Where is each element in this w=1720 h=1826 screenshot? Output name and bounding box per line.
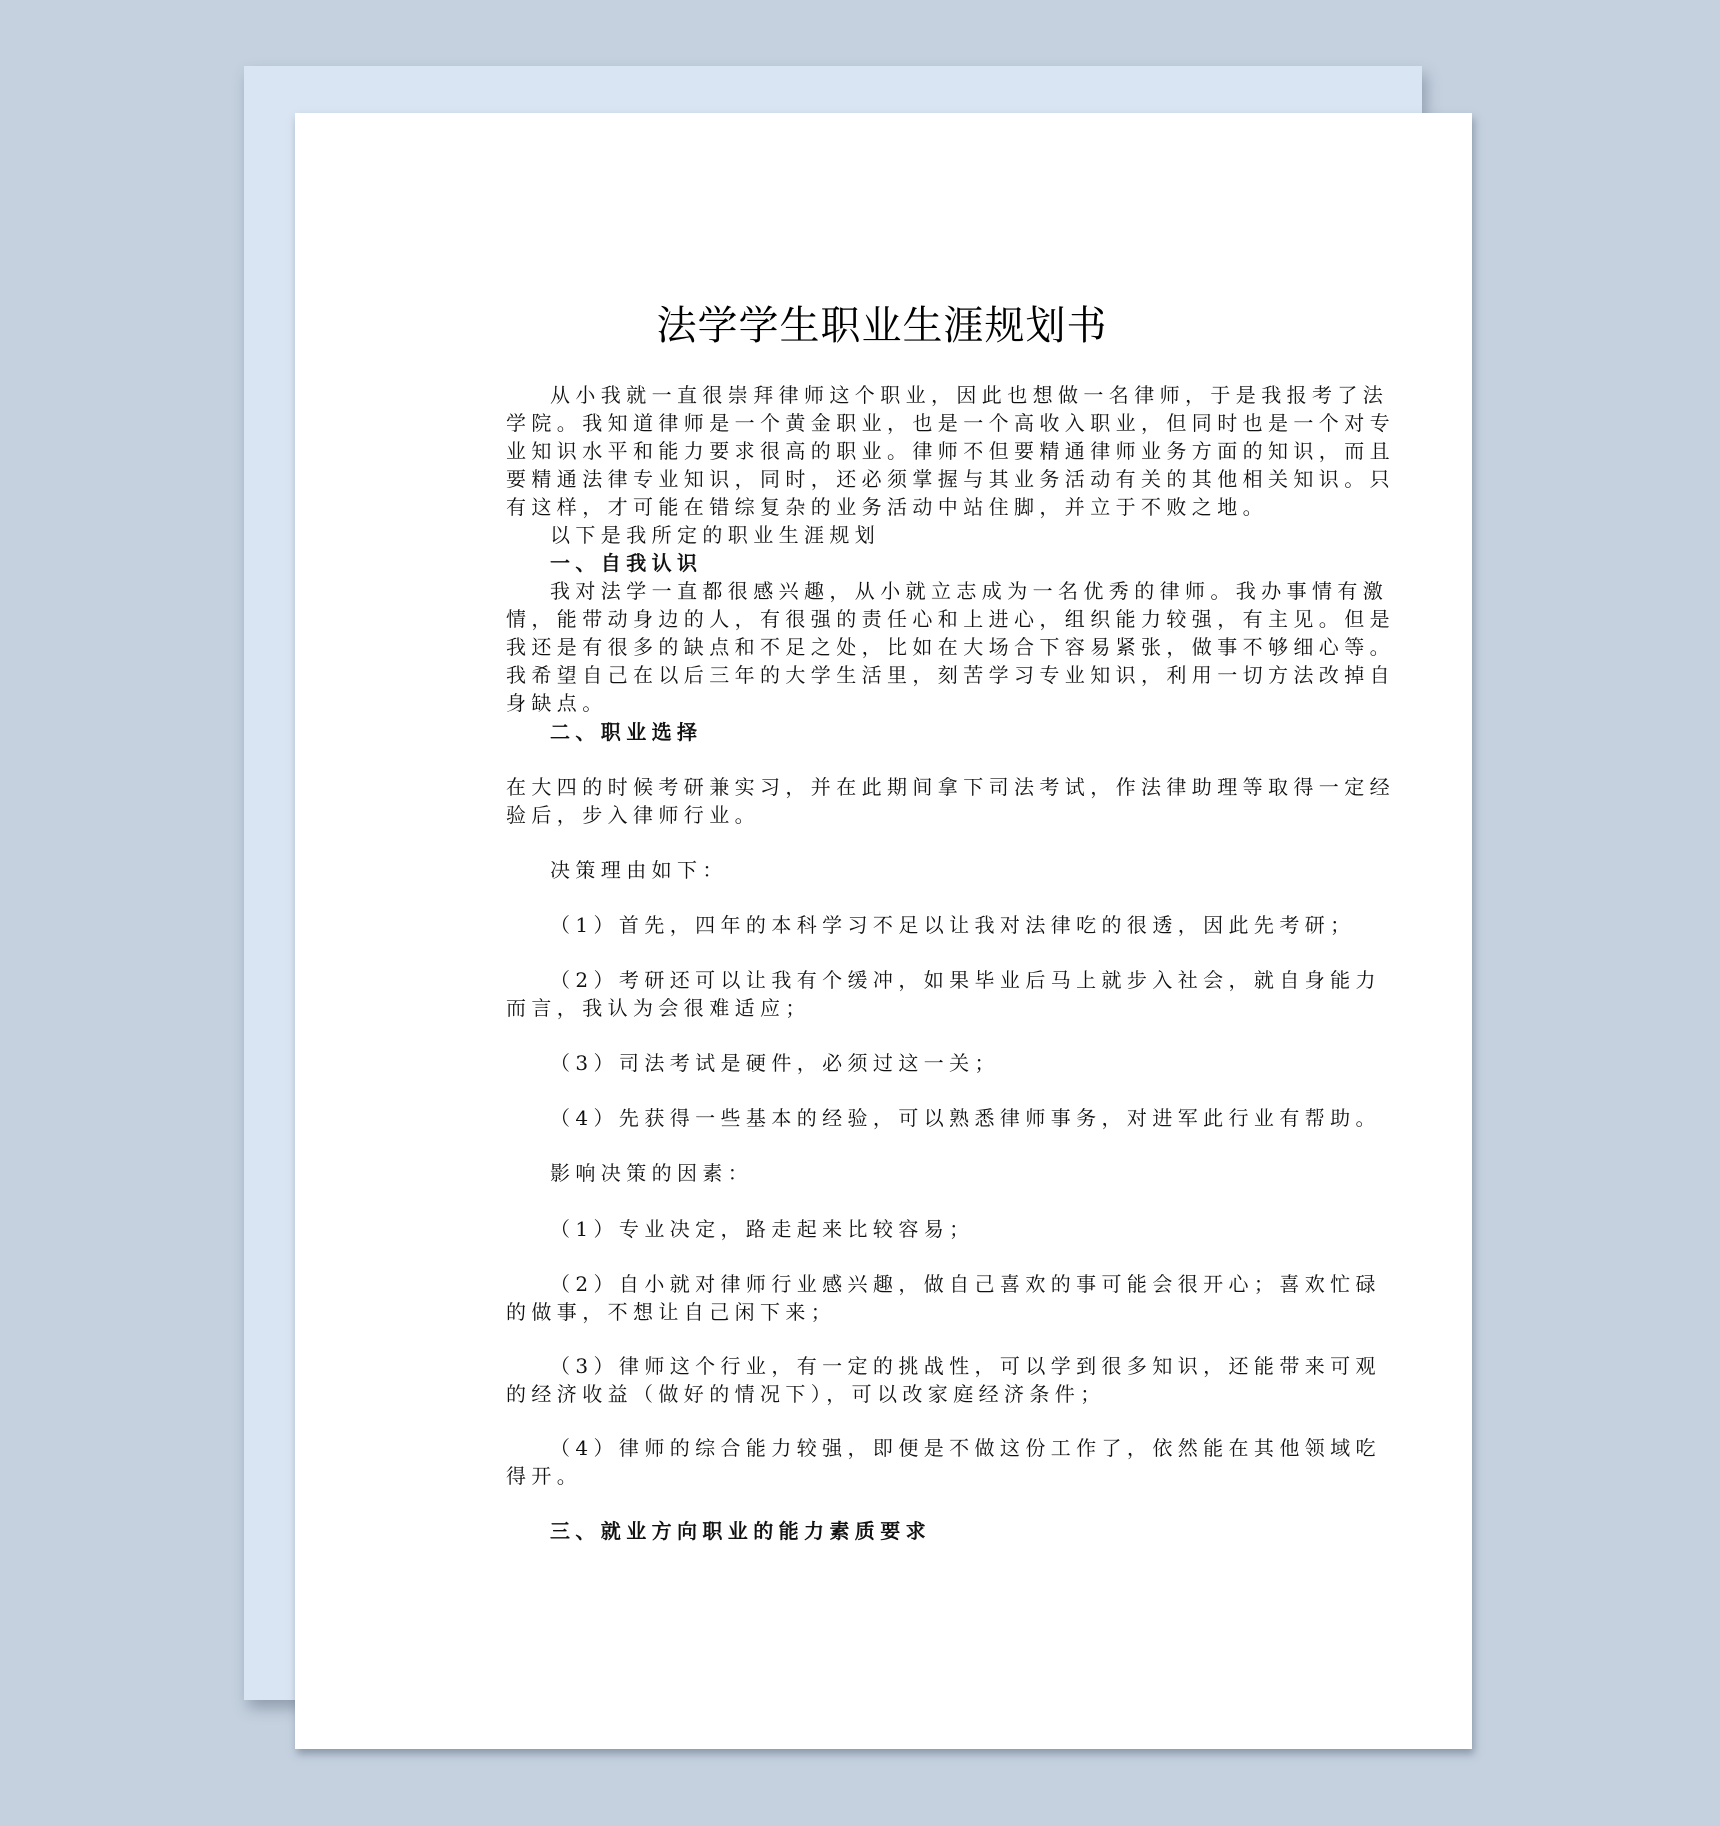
intro-line: 学院。我知道律师是一个黄金职业，也是一个高收入职业，但同时也是一个对专 — [506, 411, 1395, 435]
section-heading-ability-requirements: 三、就业方向职业的能力素质要求 — [550, 1519, 931, 1543]
factor-item: （4）律师的综合能力较强，即便是不做这份工作了，依然能在其他领域吃 — [550, 1436, 1381, 1460]
section1-line: 情，能带动身边的人，有很强的责任心和上进心，组织能力较强，有主见。但是 — [506, 607, 1395, 631]
reason-item: （2）考研还可以让我有个缓冲，如果毕业后马上就步入社会，就自身能力 — [550, 968, 1381, 992]
reason-item: （1）首先，四年的本科学习不足以让我对法律吃的很透，因此先考研； — [550, 913, 1356, 937]
choice-line: 在大四的时候考研兼实习，并在此期间拿下司法考试，作法律助理等取得一定经 — [506, 775, 1395, 799]
reason-item-cont: 而言，我认为会很难适应； — [506, 996, 811, 1020]
factor-item-cont: 得开。 — [506, 1464, 583, 1488]
section1-line: 我还是有很多的缺点和不足之处，比如在大场合下容易紧张，做事不够细心等。 — [506, 635, 1395, 659]
factor-item-cont: 的经济收益（做好的情况下），可以改家庭经济条件； — [506, 1382, 1106, 1406]
intro-line: 有这样，才可能在错综复杂的业务活动中站住脚，并立于不败之地。 — [506, 495, 1268, 519]
factor-item: （2）自小就对律师行业感兴趣，做自己喜欢的事可能会很开心；喜欢忙碌 — [550, 1272, 1381, 1296]
choice-line: 验后，步入律师行业。 — [506, 803, 760, 827]
plan-intro: 以下是我所定的职业生涯规划 — [550, 523, 881, 547]
reason-item: （4）先获得一些基本的经验，可以熟悉律师事务，对进军此行业有帮助。 — [550, 1106, 1381, 1130]
intro-line: 要精通法律专业知识，同时，还必须掌握与其业务活动有关的其他相关知识。只 — [506, 467, 1395, 491]
factor-item: （1）专业决定，路走起来比较容易； — [550, 1217, 975, 1241]
intro-line: 从小我就一直很崇拜律师这个职业，因此也想做一名律师，于是我报考了法 — [550, 383, 1389, 407]
reasons-heading: 决策理由如下： — [550, 858, 728, 882]
section-heading-career-choice: 二、职业选择 — [550, 720, 703, 744]
factor-item-cont: 的做事，不想让自己闲下来； — [506, 1300, 837, 1324]
factors-heading: 影响决策的因素： — [550, 1161, 754, 1185]
factor-item: （3）律师这个行业，有一定的挑战性，可以学到很多知识，还能带来可观 — [550, 1354, 1381, 1378]
intro-line: 业知识水平和能力要求很高的职业。律师不但要精通律师业务方面的知识，而且 — [506, 439, 1395, 463]
reason-item: （3）司法考试是硬件，必须过这一关； — [550, 1051, 1000, 1075]
section-heading-self-knowledge: 一、自我认识 — [550, 551, 703, 575]
section1-line: 我对法学一直都很感兴趣，从小就立志成为一名优秀的律师。我办事情有激 — [550, 579, 1389, 603]
section1-line: 我希望自己在以后三年的大学生活里，刻苦学习专业知识，利用一切方法改掉自 — [506, 663, 1395, 687]
section1-line: 身缺点。 — [506, 691, 608, 715]
document-title: 法学学生职业生涯规划书 — [656, 303, 1108, 349]
